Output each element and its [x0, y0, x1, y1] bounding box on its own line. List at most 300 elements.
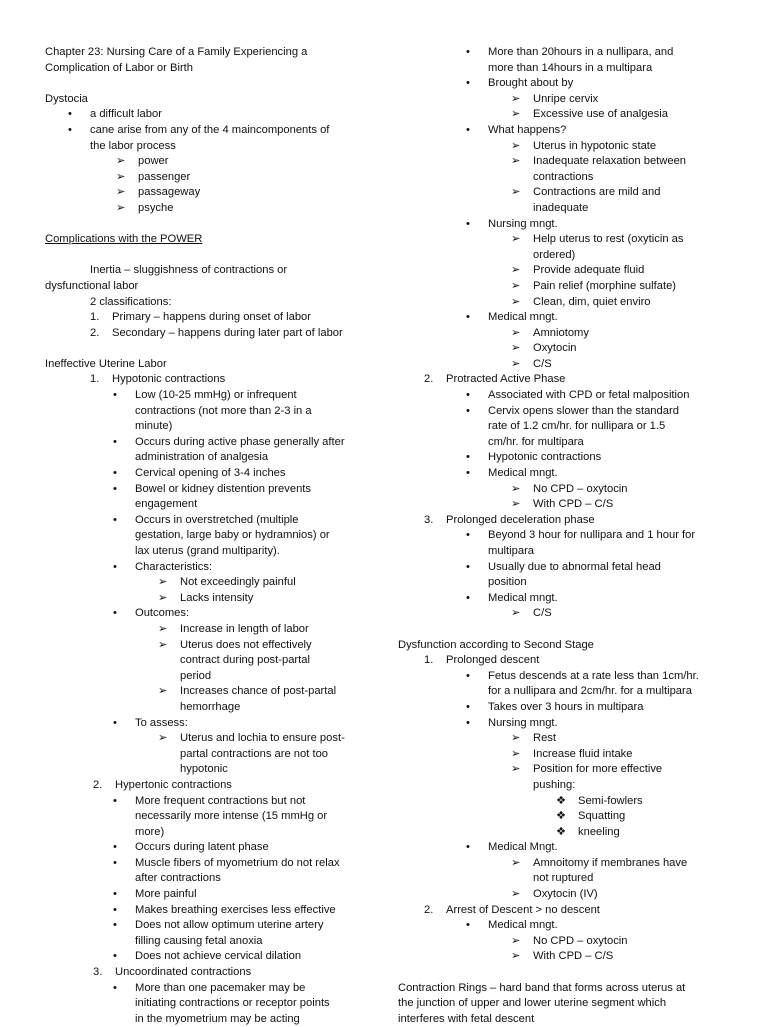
text-line: [398, 217, 738, 233]
arrow-bullet-icon: ➢: [116, 155, 126, 168]
bullet-icon: •: [466, 123, 470, 136]
bullet-icon: •: [113, 888, 117, 901]
text-line: [45, 232, 363, 248]
bullet-icon: •: [113, 482, 117, 495]
text-line: [398, 404, 738, 420]
text-line: [398, 388, 738, 404]
lacks-intensity: Lacks intensity: [180, 591, 254, 604]
uterus-in-hypotonic-state: Uterus in hypotonic state: [533, 139, 657, 152]
secondary-happens-during-later-part-of-l: Secondary – happens during later part of labor: [112, 326, 343, 339]
text-line: [45, 762, 363, 778]
no-cpd-oxytocin: No CPD – oxytocin: [533, 934, 628, 947]
list-number: 2.: [424, 903, 434, 916]
text-line: [398, 185, 738, 201]
text-line: [398, 856, 738, 872]
text-line: [45, 638, 363, 654]
text-line: [45, 684, 363, 700]
does-not-allow-optimum-uterine-artery: Does not allow optimum uterine artery: [135, 919, 324, 932]
text-line: [398, 949, 738, 965]
text-line: [45, 996, 363, 1012]
help-uterus-to-rest-oxyticin-as: Help uterus to rest (oxyticin as: [533, 233, 684, 246]
right-column: [398, 45, 738, 1027]
text-line: [398, 762, 738, 778]
low-10-25-mmhg-or-infrequent: Low (10-25 mmHg) or infrequent: [135, 389, 297, 402]
2-classifications: 2 classifications:: [90, 295, 172, 308]
text-line: [398, 92, 738, 108]
dystocia: Dystocia: [45, 92, 88, 105]
arrow-bullet-icon: ➢: [511, 607, 521, 620]
text-line: [398, 372, 738, 388]
text-line: [398, 638, 738, 654]
bullet-icon: •: [466, 451, 470, 464]
medical-mngt: Medical mngt.: [488, 591, 558, 604]
text-line: [45, 856, 363, 872]
bullet-icon: •: [113, 841, 117, 854]
text-line: [398, 606, 738, 622]
necessarily-more-intense-15-mmhg-or: necessarily more intense (15 mmHg or: [135, 810, 328, 823]
text-line: [398, 560, 738, 576]
inertia-sluggishness-of-contractions-or: Inertia – sluggishness of contractions or: [90, 264, 288, 277]
clean-dim-quiet-enviro: Clean, dim, quiet enviro: [533, 295, 651, 308]
more-than-14hours-in-a-multipara: more than 14hours in a multipara: [488, 61, 653, 74]
text-line: [398, 76, 738, 92]
more-frequent-contractions-but-not: More frequent contractions but not: [135, 794, 306, 807]
cervical-opening-of-3-4-inches: Cervical opening of 3-4 inches: [135, 467, 286, 480]
to-assess: To assess:: [135, 716, 188, 729]
bullet-icon: •: [466, 404, 470, 417]
excessive-use-of-analgesia: Excessive use of analgesia: [533, 108, 668, 121]
text-line: [398, 700, 738, 716]
what-happens: What happens?: [488, 123, 567, 136]
text-line: [45, 357, 363, 373]
text-line: [45, 45, 363, 61]
more-painful: More painful: [135, 888, 197, 901]
prolonged-deceleration-phase: Prolonged deceleration phase: [446, 513, 595, 526]
text-line: [45, 201, 363, 217]
contractions-not-more-than-2-3-in-a: contractions (not more than 2-3 in a: [135, 404, 312, 417]
text-line: [45, 513, 363, 529]
bullet-icon: •: [113, 794, 117, 807]
text-line: [45, 419, 363, 435]
diamond-bullet-icon: ❖: [556, 825, 567, 838]
text-line: [45, 731, 363, 747]
text-line: [45, 123, 363, 139]
kneeling: kneeling: [578, 825, 620, 838]
hypotonic-contractions: Hypotonic contractions: [112, 373, 226, 386]
list-number: 2.: [424, 373, 434, 386]
arrow-bullet-icon: ➢: [511, 264, 521, 277]
muscle-fibers-of-myometrium-do-not-relax: Muscle fibers of myometrium do not relax: [135, 856, 340, 869]
text-line: [398, 747, 738, 763]
text-line: [398, 996, 738, 1012]
engagement: engagement: [135, 498, 198, 511]
arrow-bullet-icon: ➢: [511, 279, 521, 292]
text-line: [398, 123, 738, 139]
hemorrhage: hemorrhage: [180, 700, 241, 713]
oxytocin: Oxytocin: [533, 342, 577, 355]
hypotonic: hypotonic: [180, 763, 228, 776]
text-line: [398, 528, 738, 544]
bullet-icon: •: [466, 560, 470, 573]
diamond-bullet-icon: ❖: [556, 810, 567, 823]
text-line: [45, 887, 363, 903]
no-cpd-oxytocin: No CPD – oxytocin: [533, 482, 628, 495]
arrow-bullet-icon: ➢: [511, 950, 521, 963]
text-line: [398, 435, 738, 451]
text-line: [398, 326, 738, 342]
bullet-icon: •: [68, 123, 72, 136]
uterus-does-not-effectively: Uterus does not effectively: [180, 638, 312, 651]
psyche: psyche: [138, 201, 174, 214]
text-line: [398, 887, 738, 903]
text-line: [398, 871, 738, 887]
hypotonic-contractions: Hypotonic contractions: [488, 451, 602, 464]
arrow-bullet-icon: ➢: [158, 638, 168, 651]
text-line: [398, 513, 738, 529]
text-line: [45, 404, 363, 420]
arrow-bullet-icon: ➢: [511, 92, 521, 105]
text-line: [45, 185, 363, 201]
text-line: [45, 653, 363, 669]
list-number: 2.: [93, 778, 103, 791]
bowel-or-kidney-distention-prevents: Bowel or kidney distention prevents: [135, 482, 311, 495]
line-spacer: [45, 341, 363, 357]
arrest-of-descent-no-descent: Arrest of Descent > no descent: [446, 903, 600, 916]
text-line: [398, 107, 738, 123]
nursing-mngt: Nursing mngt.: [488, 217, 558, 230]
with-cpd-c-s: With CPD – C/S: [533, 950, 614, 963]
list-number: 1.: [424, 654, 434, 667]
bullet-icon: •: [466, 217, 470, 230]
text-line: [45, 466, 363, 482]
text-line: [45, 544, 363, 560]
text-line: [45, 310, 363, 326]
arrow-bullet-icon: ➢: [511, 295, 521, 308]
not-exceedingly-painful: Not exceedingly painful: [180, 576, 296, 589]
text-line: [45, 606, 363, 622]
chapter-23-nursing-care-of-a-family-expe: Chapter 23: Nursing Care of a Family Experiencing a: [45, 46, 308, 58]
arrow-bullet-icon: ➢: [511, 139, 521, 152]
text-line: [45, 840, 363, 856]
text-line: [398, 591, 738, 607]
line-spacer: [45, 217, 363, 233]
bullet-icon: •: [466, 311, 470, 324]
list-number: 1.: [90, 373, 100, 386]
text-line: [45, 794, 363, 810]
arrow-bullet-icon: ➢: [116, 201, 126, 214]
arrow-bullet-icon: ➢: [511, 732, 521, 745]
filling-causing-fetal-anoxia: filling causing fetal anoxia: [135, 934, 263, 947]
rate-of-1-2-cm-hr-for-nullipara-or-1-5: rate of 1.2 cm/hr. for nullipara or 1.5: [488, 420, 666, 433]
interferes-with-fetal-descent: interferes with fetal descent: [398, 1012, 535, 1025]
more-than-one-pacemaker-may-be: More than one pacemaker may be: [135, 981, 306, 994]
text-line: [45, 778, 363, 794]
multipara: multipara: [488, 545, 535, 557]
bullet-icon: •: [113, 607, 117, 620]
text-line: [45, 871, 363, 887]
more-than-20hours-in-a-nullipara-and: More than 20hours in a nullipara, and: [488, 46, 674, 58]
increase-in-length-of-labor: Increase in length of labor: [180, 622, 309, 635]
bullet-icon: •: [113, 903, 117, 916]
occurs-during-latent-phase: Occurs during latent phase: [135, 841, 269, 854]
arrow-bullet-icon: ➢: [511, 498, 521, 511]
associated-with-cpd-or-fetal-malposition: Associated with CPD or fetal malposition: [488, 389, 690, 402]
line-spacer: [398, 965, 738, 981]
oxytocin-iv: Oxytocin (IV): [533, 888, 598, 901]
cervix-opens-slower-than-the-standard: Cervix opens slower than the standard: [488, 404, 679, 417]
text-line: [398, 669, 738, 685]
text-line: [45, 61, 363, 77]
cane-arise-from-any-of-the-4-maincompone: cane arise from any of the 4 maincomponents of: [90, 123, 330, 136]
bullet-icon: •: [466, 919, 470, 932]
usually-due-to-abnormal-fetal-head: Usually due to abnormal fetal head: [488, 560, 661, 573]
text-line: [45, 450, 363, 466]
hypertonic-contractions: Hypertonic contractions: [115, 778, 232, 791]
text-line: [398, 341, 738, 357]
text-line: [398, 170, 738, 186]
text-line: [45, 326, 363, 342]
occurs-in-overstretched-multiple: Occurs in overstretched (multiple: [135, 513, 299, 526]
list-number: 3.: [424, 513, 434, 526]
arrow-bullet-icon: ➢: [511, 357, 521, 370]
text-line: [45, 528, 363, 544]
bullet-icon: •: [466, 716, 470, 729]
text-line: [45, 981, 363, 997]
text-line: [398, 809, 738, 825]
line-spacer: [45, 76, 363, 92]
arrow-bullet-icon: ➢: [511, 155, 521, 168]
brought-about-by: Brought about by: [488, 77, 574, 90]
text-line: [398, 232, 738, 248]
text-line: [398, 45, 738, 61]
the-junction-of-upper-and-lower-uterine-: the junction of upper and lower uterine segment which: [398, 997, 667, 1010]
bullet-icon: •: [68, 108, 72, 121]
period: period: [180, 669, 212, 682]
text-line: [398, 139, 738, 155]
inadequate-relaxation-between: Inadequate relaxation between: [533, 155, 687, 168]
gestation-large-baby-or-hydramnios-or: gestation, large baby or hydramnios) or: [135, 529, 330, 542]
contractions-are-mild-and: Contractions are mild and: [533, 186, 661, 199]
takes-over-3-hours-in-multipara: Takes over 3 hours in multipara: [488, 700, 644, 713]
text-line: [398, 731, 738, 747]
complications-with-the-power: Complications with the POWER: [45, 233, 203, 246]
fetus-descends-at-a-rate-less-than-1cm-h: Fetus descends at a rate less than 1cm/hr.: [488, 669, 699, 682]
medical-mngt: Medical mngt.: [488, 919, 558, 932]
nursing-mngt: Nursing mngt.: [488, 716, 558, 729]
text-line: [45, 92, 363, 108]
list-number: 2.: [90, 326, 100, 339]
bullet-icon: •: [113, 919, 117, 932]
c-s: C/S: [533, 357, 552, 370]
bullet-icon: •: [466, 46, 470, 58]
text-line: [398, 918, 738, 934]
text-line: [45, 497, 363, 513]
arrow-bullet-icon: ➢: [158, 732, 168, 745]
text-line: [398, 684, 738, 700]
text-line: [45, 918, 363, 934]
does-not-achieve-cervical-dilation: Does not achieve cervical dilation: [135, 950, 302, 963]
text-line: [45, 622, 363, 638]
arrow-bullet-icon: ➢: [511, 934, 521, 947]
more: more): [135, 825, 165, 838]
administration-of-analgesia: administration of analgesia: [135, 451, 269, 464]
text-line: [45, 107, 363, 123]
bullet-icon: •: [466, 841, 470, 854]
arrow-bullet-icon: ➢: [511, 186, 521, 199]
text-line: [398, 903, 738, 919]
medical-mngt: Medical mngt.: [488, 467, 558, 480]
complication-of-labor-or-birth: Complication of Labor or Birth: [45, 61, 193, 74]
contract-during-post-partal: contract during post-partal: [180, 654, 310, 667]
arrow-bullet-icon: ➢: [511, 482, 521, 495]
with-cpd-c-s: With CPD – C/S: [533, 498, 614, 511]
contraction-rings-hard-band-that-forms-a: Contraction Rings – hard band that forms across uterus at: [398, 981, 686, 994]
arrow-bullet-icon: ➢: [158, 591, 168, 604]
ineffective-uterine-labor: Ineffective Uterine Labor: [45, 357, 167, 370]
c-s: C/S: [533, 607, 552, 620]
text-line: [45, 669, 363, 685]
text-line: [398, 310, 738, 326]
text-line: [398, 778, 738, 794]
text-line: [45, 747, 363, 763]
text-line: [45, 591, 363, 607]
arrow-bullet-icon: ➢: [511, 326, 521, 339]
text-line: [398, 419, 738, 435]
text-line: [45, 279, 363, 295]
text-line: [45, 949, 363, 965]
passenger: passenger: [138, 170, 191, 183]
text-line: [45, 716, 363, 732]
text-line: [398, 263, 738, 279]
arrow-bullet-icon: ➢: [511, 763, 521, 776]
text-line: [398, 357, 738, 373]
line-spacer: [398, 622, 738, 638]
list-number: 1.: [90, 311, 100, 324]
arrow-bullet-icon: ➢: [511, 342, 521, 355]
text-line: [398, 544, 738, 560]
bullet-icon: •: [113, 950, 117, 963]
outcomes: Outcomes:: [135, 607, 190, 620]
bullet-icon: •: [113, 389, 117, 402]
not-ruptured: not ruptured: [533, 872, 594, 885]
primary-happens-during-onset-of-labor: Primary – happens during onset of labor: [112, 311, 312, 324]
a-difficult-labor: a difficult labor: [90, 108, 162, 121]
position: position: [488, 576, 527, 589]
text-line: [398, 248, 738, 264]
amnoitomy-if-membranes-have: Amnoitomy if membranes have: [533, 856, 688, 869]
text-line: [398, 653, 738, 669]
lax-uterus-grand-multiparity: lax uterus (grand multiparity).: [135, 545, 280, 557]
inadequate: inadequate: [533, 201, 589, 214]
arrow-bullet-icon: ➢: [511, 888, 521, 901]
the-labor-process: the labor process: [90, 139, 176, 152]
text-line: [398, 61, 738, 77]
power: power: [138, 155, 169, 168]
text-line: [398, 1012, 738, 1027]
text-line: [45, 372, 363, 388]
characteristics: Characteristics:: [135, 560, 213, 573]
bullet-icon: •: [466, 529, 470, 542]
text-line: [45, 139, 363, 155]
medical-mngt: Medical mngt.: [488, 311, 558, 324]
arrow-bullet-icon: ➢: [116, 186, 126, 199]
text-line: [398, 482, 738, 498]
pushing: pushing:: [533, 778, 576, 791]
arrow-bullet-icon: ➢: [511, 747, 521, 760]
text-line: [45, 560, 363, 576]
arrow-bullet-icon: ➢: [511, 108, 521, 121]
text-line: [398, 981, 738, 997]
text-line: [45, 170, 363, 186]
arrow-bullet-icon: ➢: [158, 622, 168, 635]
bullet-icon: •: [113, 856, 117, 869]
prolonged-descent: Prolonged descent: [446, 654, 540, 667]
bullet-icon: •: [466, 77, 470, 90]
dysfunctional-labor: dysfunctional labor: [45, 279, 139, 292]
increase-fluid-intake: Increase fluid intake: [533, 747, 633, 760]
diamond-bullet-icon: ❖: [556, 794, 567, 807]
uncoordinated-contractions: Uncoordinated contractions: [115, 966, 252, 979]
text-line: [45, 295, 363, 311]
for-a-nullipara-and-2cm-hr-for-a-multipa: for a nullipara and 2cm/hr. for a multipara: [488, 685, 692, 698]
text-line: [398, 840, 738, 856]
after-contractions: after contractions: [135, 872, 221, 885]
bullet-icon: •: [113, 513, 117, 526]
bullet-icon: •: [113, 467, 117, 480]
arrow-bullet-icon: ➢: [158, 576, 168, 589]
text-line: [398, 825, 738, 841]
in-the-myometrium-may-be-acting: in the myometrium may be acting: [135, 1012, 300, 1025]
text-line: [398, 716, 738, 732]
bullet-icon: •: [113, 981, 117, 994]
text-line: [398, 450, 738, 466]
occurs-during-active-phase-generally-aft: Occurs during active phase generally after: [135, 435, 345, 448]
passageway: passageway: [138, 186, 201, 199]
pain-relief-morphine-sulfate: Pain relief (morphine sulfate): [533, 279, 677, 292]
text-line: [45, 482, 363, 498]
text-line: [45, 1012, 363, 1027]
ordered: ordered): [533, 248, 576, 261]
protracted-active-phase: Protracted Active Phase: [446, 373, 566, 386]
text-line: [398, 497, 738, 513]
text-line: [45, 435, 363, 451]
makes-breathing-exercises-less-effective: Makes breathing exercises less effective: [135, 903, 336, 916]
bullet-icon: •: [466, 467, 470, 480]
arrow-bullet-icon: ➢: [116, 170, 126, 183]
bullet-icon: •: [466, 669, 470, 682]
position-for-more-effective: Position for more effective: [533, 763, 663, 776]
text-line: [45, 154, 363, 170]
provide-adequate-fluid: Provide adequate fluid: [533, 264, 645, 277]
bullet-icon: •: [466, 700, 470, 713]
semi-fowlers: Semi-fowlers: [578, 794, 643, 807]
contractions: contractions: [533, 170, 594, 183]
text-line: [45, 388, 363, 404]
line-spacer: [45, 248, 363, 264]
text-line: [398, 201, 738, 217]
arrow-bullet-icon: ➢: [511, 856, 521, 869]
minute: minute): [135, 420, 173, 433]
text-line: [398, 794, 738, 810]
text-line: [398, 154, 738, 170]
bullet-icon: •: [113, 716, 117, 729]
cm-hr-for-multipara: cm/hr. for multipara: [488, 435, 584, 448]
text-line: [45, 903, 363, 919]
partal-contractions-are-not-too: partal contractions are not too: [180, 747, 329, 760]
left-column: [45, 45, 363, 1027]
text-line: [45, 700, 363, 716]
medical-mngt: Medical Mngt.: [488, 841, 558, 854]
